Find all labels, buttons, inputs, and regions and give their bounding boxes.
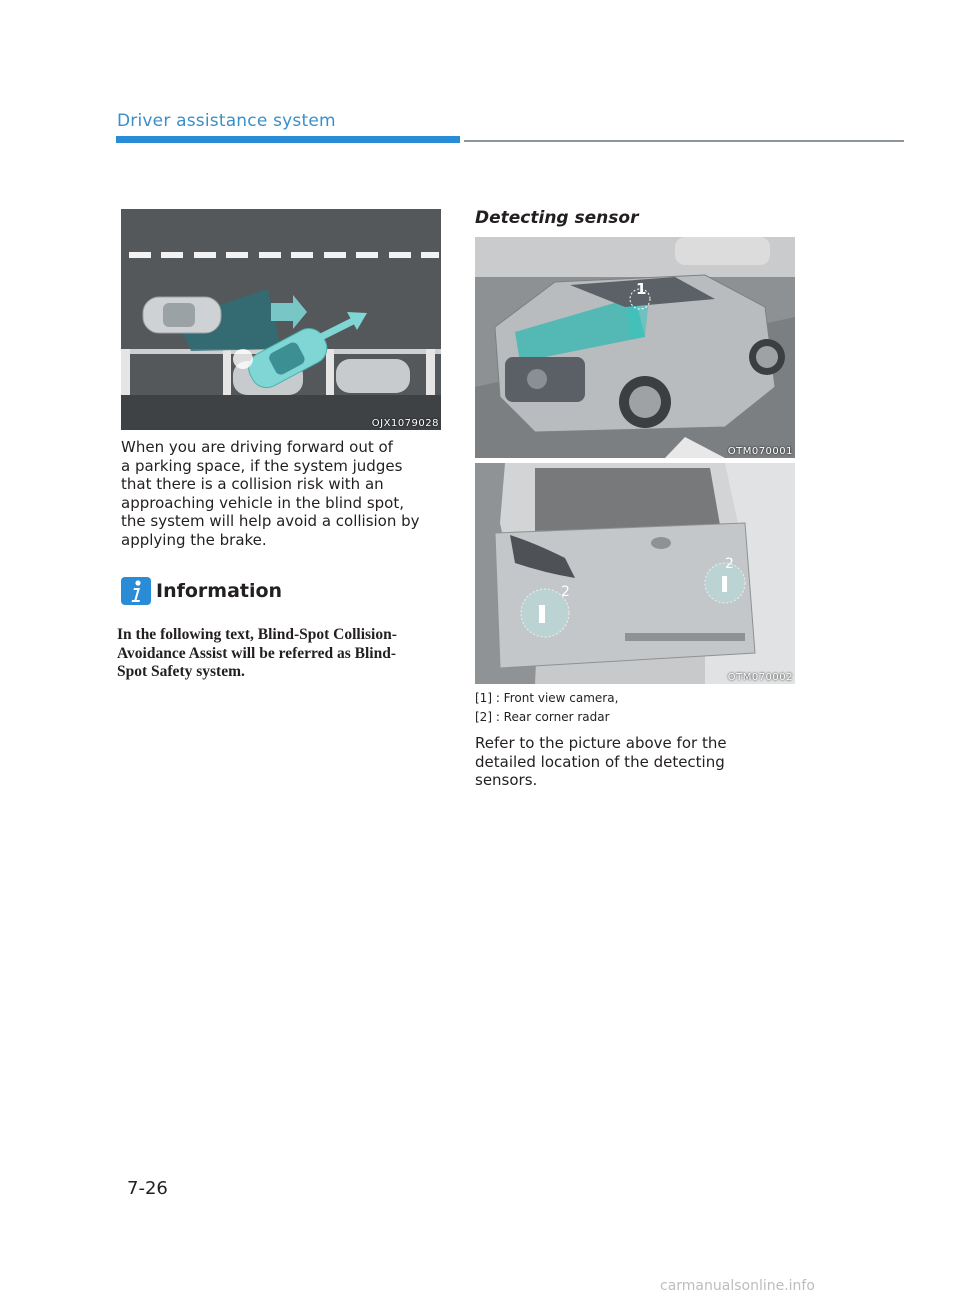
legend-item: [1] : Front view camera,: [475, 691, 619, 705]
header-accent-rule: [116, 136, 460, 143]
info-icon: [121, 577, 151, 605]
detecting-sensor-title: Detecting sensor: [475, 208, 639, 228]
information-text: [117, 626, 447, 682]
rear-radar-figure: [475, 463, 795, 684]
sensor-paragraph-line: sensors.: [475, 771, 538, 789]
information-line: Avoidance Assist will be referred as Blind-: [117, 644, 396, 662]
watermark-link[interactable]: carmanualsonline.info: [660, 1278, 815, 1294]
sensor-paragraph-line: detailed location of the detecting: [475, 752, 725, 771]
parking-paragraph-line: approaching vehicle in the blind spot,: [121, 493, 404, 512]
rear-radar-graphic: [475, 463, 795, 684]
information-line: Spot Safety system.: [117, 663, 245, 680]
figure-code: OTM070002: [727, 672, 793, 683]
section-header-title: Driver assistance system: [117, 111, 336, 131]
sensor-marker-2-left: 2: [561, 584, 570, 600]
parking-exit-graphic: [121, 209, 441, 430]
parking-paragraph-line: applying the brake.: [121, 530, 267, 549]
parking-paragraph-line: the system will help avoid a collision by: [121, 512, 420, 530]
sensor-paragraph: [475, 734, 795, 790]
page-number: 7-26: [127, 1178, 168, 1199]
information-line: In the following text, Blind-Spot Collision-: [117, 626, 397, 643]
parking-paragraph-line: When you are driving forward out of: [121, 438, 393, 456]
sensor-paragraph-line: Refer to the picture above for the: [475, 734, 727, 752]
figure-code: OTM070001: [727, 446, 793, 457]
parking-paragraph: [121, 438, 451, 549]
parking-exit-illustration: [121, 209, 441, 430]
sensor-marker-2-right: 2: [725, 556, 734, 572]
sensor-marker-1: 1: [636, 280, 647, 298]
parking-paragraph-line: that there is a collision risk with an: [121, 475, 384, 493]
legend-item: [2] : Rear corner radar: [475, 710, 610, 724]
front-camera-graphic: [475, 237, 795, 458]
information-title: Information: [156, 580, 283, 602]
front-camera-figure: [475, 237, 795, 458]
figure-code: OJX1079028: [371, 418, 439, 429]
parking-paragraph-line: a parking space, if the system judges: [121, 456, 403, 475]
header-divider-rule: [464, 140, 904, 142]
